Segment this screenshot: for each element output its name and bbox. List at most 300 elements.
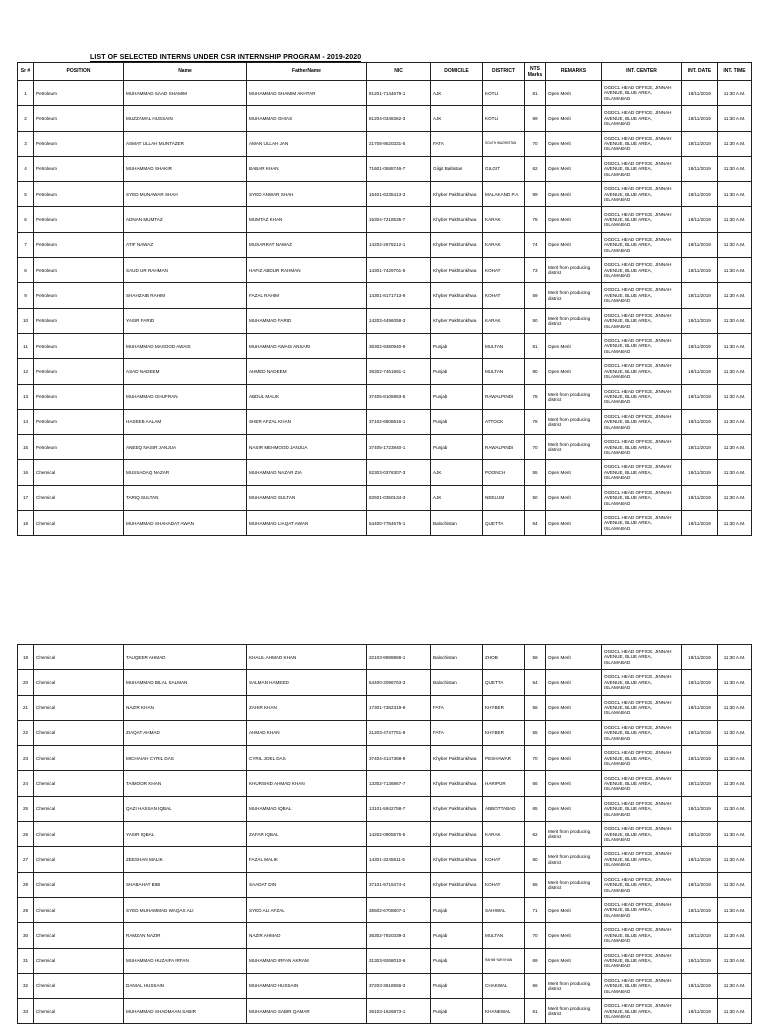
table-row — [18, 485, 752, 510]
district-cell: MULTAN — [483, 333, 525, 358]
int-time-cell: 11:30 A.M. — [718, 923, 752, 948]
int-center-cell: OGDCL HEAD OFFICE, JINNAH AVENUE, BLUE AREA, ISLAMABAD — [602, 283, 682, 308]
name-cell: MICHAIAH CYRIL DAS — [124, 746, 247, 771]
int-time-cell: 11:30 A.M. — [718, 796, 752, 821]
nts-marks-cell: 81 — [525, 333, 546, 358]
nic-cell: 36302-9380940-9 — [367, 333, 431, 358]
position-cell: Chemical — [34, 645, 124, 670]
int-time-cell: 11:30 A.M. — [718, 720, 752, 745]
remarks-cell: Merit from producing district — [546, 308, 602, 333]
int-time-cell: 11:30 A.M. — [718, 973, 752, 998]
int-date-cell: 18/11/2019 — [682, 232, 718, 257]
name-cell: ASAD NADEEM — [124, 359, 247, 384]
district-cell: PESHAWAR — [483, 746, 525, 771]
position-cell: Petroleum — [34, 81, 124, 106]
name-cell: ANEEQ NASIR JANJUA — [124, 435, 247, 460]
table-row — [18, 923, 752, 948]
table-row — [18, 106, 752, 131]
int-center-cell: OGDCL HEAD OFFICE, JINNAH AVENUE, BLUE AREA, ISLAMABAD — [602, 720, 682, 745]
district-cell: KOTLI — [483, 81, 525, 106]
nic-cell: 54400-7784675-1 — [367, 511, 431, 536]
nic-cell: 14203-4496058-3 — [367, 308, 431, 333]
nic-cell: 14301-3245811-5 — [367, 847, 431, 872]
nic-cell: 71601-0588746-7 — [367, 156, 431, 181]
int-time-cell: 11:30 A.M. — [718, 670, 752, 695]
district-cell: HARIPUR — [483, 771, 525, 796]
name-cell: TARIQ SULTAN — [124, 485, 247, 510]
nic-cell: 32103-8898888-1 — [367, 645, 431, 670]
father-name-cell: MUHAMMAD LIAQAT AWAN — [247, 511, 367, 536]
int-date-cell: 18/11/2019 — [682, 999, 718, 1024]
position-cell: Chemical — [34, 485, 124, 510]
int-date-cell: 18/11/2019 — [682, 720, 718, 745]
district-cell: CHAKWAL — [483, 973, 525, 998]
father-name-cell: MUHAMMAD IRFAN AKRAM — [247, 948, 367, 973]
sr-cell: 15 — [18, 435, 34, 460]
sr-cell: 8 — [18, 258, 34, 283]
int-time-cell: 11:30 A.M. — [718, 746, 752, 771]
int-date-cell: 18/11/2019 — [682, 645, 718, 670]
int-date-cell: 18/11/2019 — [682, 897, 718, 922]
name-cell: YASIR IQBAL — [124, 822, 247, 847]
father-name-cell: MUHAMMAD FARID — [247, 308, 367, 333]
table-row — [18, 435, 752, 460]
father-name-cell: NAZIR AHMAD — [247, 923, 367, 948]
father-name-cell: BABAR KHAN — [247, 156, 367, 181]
header-nts-marks: NTS Marks — [525, 63, 546, 81]
int-date-cell: 18/11/2019 — [682, 81, 718, 106]
nic-cell: 82501-0350134-3 — [367, 485, 431, 510]
father-name-cell: MUHAMMAD SHAMIM AKHTAR — [247, 81, 367, 106]
position-cell: Petroleum — [34, 435, 124, 460]
int-center-cell: OGDCL HEAD OFFICE, JINNAH AVENUE, BLUE AREA, ISLAMABAD — [602, 81, 682, 106]
sr-cell: 7 — [18, 232, 34, 257]
int-date-cell: 18/11/2019 — [682, 207, 718, 232]
int-center-cell: OGDCL HEAD OFFICE, JINNAH AVENUE, BLUE AREA, ISLAMABAD — [602, 973, 682, 998]
district-cell: RAWALPINDI — [483, 435, 525, 460]
district-cell: ZHOB — [483, 645, 525, 670]
table-row — [18, 822, 752, 847]
int-center-cell: OGDCL HEAD OFFICE, JINNAH AVENUE, BLUE AREA, ISLAMABAD — [602, 485, 682, 510]
sr-cell: 11 — [18, 333, 34, 358]
domicile-cell: FATA — [431, 131, 483, 156]
header-nic: NIC — [367, 63, 431, 81]
remarks-cell: Merit from producing district — [546, 872, 602, 897]
int-center-cell: OGDCL HEAD OFFICE, JINNAH AVENUE, BLUE AREA, ISLAMABAD — [602, 923, 682, 948]
name-cell: TAIMOOR KHAN — [124, 771, 247, 796]
name-cell: MUHAMMAD GHUFRAN — [124, 384, 247, 409]
nts-marks-cell: 62 — [525, 156, 546, 181]
district-cell: RAWALPINDI — [483, 384, 525, 409]
name-cell: SYED MUNAWAR SHAH — [124, 182, 247, 207]
sr-cell: 20 — [18, 670, 34, 695]
sr-cell: 4 — [18, 156, 34, 181]
table-row — [18, 511, 752, 536]
int-time-cell: 11:30 A.M. — [718, 207, 752, 232]
remarks-cell: Open Merit — [546, 511, 602, 536]
int-date-cell: 18/11/2019 — [682, 872, 718, 897]
remarks-cell: Merit from producing district — [546, 409, 602, 434]
name-cell: SHABAHAT BIBI — [124, 872, 247, 897]
int-center-cell: OGDCL HEAD OFFICE, JINNAH AVENUE, BLUE AREA, ISLAMABAD — [602, 695, 682, 720]
remarks-cell: Open Merit — [546, 106, 602, 131]
table-row — [18, 308, 752, 333]
domicile-cell: Punjab — [431, 999, 483, 1024]
domicile-cell: FATA — [431, 695, 483, 720]
table-row — [18, 720, 752, 745]
position-cell: Chemical — [34, 872, 124, 897]
district-cell: MULTAN — [483, 923, 525, 948]
nic-cell: 13101-5942758-7 — [367, 796, 431, 821]
sr-cell: 6 — [18, 207, 34, 232]
domicile-cell: Balochistan — [431, 511, 483, 536]
int-center-cell: OGDCL HEAD OFFICE, JINNAH AVENUE, BLUE AREA, ISLAMABAD — [602, 460, 682, 485]
header-int-center: INT. CENTER — [602, 63, 682, 81]
table-row — [18, 771, 752, 796]
sr-cell: 17 — [18, 485, 34, 510]
int-date-cell: 18/11/2019 — [682, 435, 718, 460]
father-name-cell: NASIR MEHMOOD JANJUA — [247, 435, 367, 460]
nic-cell: 37203-3618556-3 — [367, 973, 431, 998]
int-center-cell: OGDCL HEAD OFFICE, JINNAH AVENUE, BLUE AREA, ISLAMABAD — [602, 258, 682, 283]
father-name-cell: MUHAMMAD HUSSAIN — [247, 973, 367, 998]
table-row — [18, 359, 752, 384]
position-cell: Petroleum — [34, 409, 124, 434]
int-date-cell: 18/11/2019 — [682, 948, 718, 973]
header-district: DISTRICT — [483, 63, 525, 81]
name-cell: MUHAMMAD SHAHADAT AWAN — [124, 511, 247, 536]
int-date-cell: 18/11/2019 — [682, 409, 718, 434]
table-row — [18, 460, 752, 485]
father-name-cell: AHMED NADEEM — [247, 359, 367, 384]
domicile-cell: Khyber Pakhtunkhwa — [431, 771, 483, 796]
nts-marks-cell: 89 — [525, 182, 546, 207]
nts-marks-cell: 81 — [525, 81, 546, 106]
position-cell: Petroleum — [34, 283, 124, 308]
int-time-cell: 11:30 A.M. — [718, 409, 752, 434]
int-center-cell: OGDCL HEAD OFFICE, JINNAH AVENUE, BLUE AREA, ISLAMABAD — [602, 645, 682, 670]
int-date-cell: 18/11/2019 — [682, 460, 718, 485]
int-time-cell: 11:30 A.M. — [718, 333, 752, 358]
int-center-cell: OGDCL HEAD OFFICE, JINNAH AVENUE, BLUE AREA, ISLAMABAD — [602, 207, 682, 232]
sr-cell: 16 — [18, 460, 34, 485]
domicile-cell: Balochistan — [431, 670, 483, 695]
sr-cell: 3 — [18, 131, 34, 156]
sr-cell: 18 — [18, 511, 34, 536]
name-cell: DANIAL HUSSAIN — [124, 973, 247, 998]
district-cell: KHYBER — [483, 695, 525, 720]
nts-marks-cell: 70 — [525, 746, 546, 771]
nts-marks-cell: 65 — [525, 796, 546, 821]
nic-cell: 81204-0348362-3 — [367, 106, 431, 131]
father-name-cell: SALMAN HAMEED — [247, 670, 367, 695]
int-date-cell: 18/11/2019 — [682, 106, 718, 131]
table-body-part1 — [18, 81, 752, 536]
position-cell: Petroleum — [34, 131, 124, 156]
nic-cell: 21708-9520331-5 — [367, 131, 431, 156]
sr-cell: 33 — [18, 999, 34, 1024]
int-date-cell: 18/11/2019 — [682, 308, 718, 333]
position-cell: Chemical — [34, 923, 124, 948]
int-date-cell: 18/11/2019 — [682, 258, 718, 283]
name-cell: TAUQEER AHMAD — [124, 645, 247, 670]
nic-cell: 54400-2096763-3 — [367, 670, 431, 695]
remarks-cell: Open Merit — [546, 131, 602, 156]
header-name: Name — [124, 63, 247, 81]
name-cell: HASEEB AALAM — [124, 409, 247, 434]
table-row — [18, 670, 752, 695]
name-cell: RAMZAN NAZIR — [124, 923, 247, 948]
district-cell: KARAK — [483, 207, 525, 232]
father-name-cell: MUMTAZ KHAN — [247, 207, 367, 232]
domicile-cell: Khyber Pakhtunkhwa — [431, 847, 483, 872]
name-cell: MUHAMMAD SAAD SHAMIM — [124, 81, 247, 106]
remarks-cell: Open Merit — [546, 695, 602, 720]
table-row — [18, 182, 752, 207]
nic-cell: 14202-0905575-5 — [367, 822, 431, 847]
sr-cell: 13 — [18, 384, 34, 409]
table-row — [18, 999, 752, 1024]
nic-cell: 37101-9715474-4 — [367, 872, 431, 897]
nic-cell: 15304-7218535-7 — [367, 207, 431, 232]
nts-marks-cell: 64 — [525, 511, 546, 536]
table-row — [18, 232, 752, 257]
nic-cell: 14301-7429701-5 — [367, 258, 431, 283]
table-row — [18, 746, 752, 771]
name-cell: MUHAMMAD MASOOD AWAIS — [124, 333, 247, 358]
int-date-cell: 18/11/2019 — [682, 973, 718, 998]
sr-cell: 32 — [18, 973, 34, 998]
position-cell: Chemical — [34, 670, 124, 695]
name-cell: MUHAMMAD SHAKIR — [124, 156, 247, 181]
int-center-cell: OGDCL HEAD OFFICE, JINNAH AVENUE, BLUE AREA, ISLAMABAD — [602, 333, 682, 358]
father-name-cell: AHMAD KHAN — [247, 720, 367, 745]
remarks-cell: Open Merit — [546, 897, 602, 922]
nts-marks-cell: 50 — [525, 308, 546, 333]
int-date-cell: 18/11/2019 — [682, 283, 718, 308]
int-center-cell: OGDCL HEAD OFFICE, JINNAH AVENUE, BLUE AREA, ISLAMABAD — [602, 897, 682, 922]
sr-cell: 29 — [18, 897, 34, 922]
remarks-cell: Open Merit — [546, 182, 602, 207]
int-date-cell: 18/11/2019 — [682, 384, 718, 409]
int-center-cell: OGDCL HEAD OFFICE, JINNAH AVENUE, BLUE AREA, ISLAMABAD — [602, 359, 682, 384]
remarks-cell: Merit from producing district — [546, 384, 602, 409]
remarks-cell: Merit from producing district — [546, 258, 602, 283]
interns-table-part2 — [17, 644, 752, 1024]
domicile-cell: Gilgit Baltistan — [431, 156, 483, 181]
father-name-cell: MUHAMMAD GHIAS — [247, 106, 367, 131]
nts-marks-cell: 55 — [525, 720, 546, 745]
header-remarks: REMARKS — [546, 63, 602, 81]
name-cell: ATIF NAWAZ — [124, 232, 247, 257]
nts-marks-cell: 80 — [525, 359, 546, 384]
int-time-cell: 11:30 A.M. — [718, 771, 752, 796]
nic-cell: 31303-9268010-6 — [367, 948, 431, 973]
district-cell: KOHAT — [483, 847, 525, 872]
position-cell: Chemical — [34, 897, 124, 922]
sr-cell: 22 — [18, 720, 34, 745]
remarks-cell: Open Merit — [546, 923, 602, 948]
int-time-cell: 11:30 A.M. — [718, 435, 752, 460]
int-center-cell: OGDCL HEAD OFFICE, JINNAH AVENUE, BLUE AREA, ISLAMABAD — [602, 948, 682, 973]
nic-cell: 37405-8105983-5 — [367, 384, 431, 409]
int-center-cell: OGDCL HEAD OFFICE, JINNAH AVENUE, BLUE AREA, ISLAMABAD — [602, 999, 682, 1024]
int-center-cell: OGDCL HEAD OFFICE, JINNAH AVENUE, BLUE AREA, ISLAMABAD — [602, 409, 682, 434]
remarks-cell: Open Merit — [546, 645, 602, 670]
nts-marks-cell: 74 — [525, 232, 546, 257]
father-name-cell: MUHAMMAD AWAIS ANSARI — [247, 333, 367, 358]
father-name-cell: FAZAL RAHIM — [247, 283, 367, 308]
district-cell: KOHAT — [483, 872, 525, 897]
position-cell: Petroleum — [34, 232, 124, 257]
int-center-cell: OGDCL HEAD OFFICE, JINNAH AVENUE, BLUE AREA, ISLAMABAD — [602, 511, 682, 536]
father-name-cell: KHALIL AHMAD KHAN — [247, 645, 367, 670]
int-center-cell: OGDCL HEAD OFFICE, JINNAH AVENUE, BLUE AREA, ISLAMABAD — [602, 106, 682, 131]
name-cell: YASIR FARID — [124, 308, 247, 333]
nic-cell: 36502-6708807-1 — [367, 897, 431, 922]
position-cell: Chemical — [34, 948, 124, 973]
int-time-cell: 11:30 A.M. — [718, 308, 752, 333]
int-time-cell: 11:30 A.M. — [718, 384, 752, 409]
name-cell: SYED MUHAMMAD WAQAS ALI — [124, 897, 247, 922]
nts-marks-cell: 70 — [525, 435, 546, 460]
nic-cell: 36302-7461681-1 — [367, 359, 431, 384]
int-time-cell: 11:30 A.M. — [718, 460, 752, 485]
int-center-cell: OGDCL HEAD OFFICE, JINNAH AVENUE, BLUE AREA, ISLAMABAD — [602, 435, 682, 460]
district-cell: KOHAT — [483, 258, 525, 283]
table-row — [18, 258, 752, 283]
int-time-cell: 11:30 A.M. — [718, 156, 752, 181]
table-row — [18, 948, 752, 973]
position-cell: Petroleum — [34, 333, 124, 358]
father-name-cell: SAADAT DIN — [247, 872, 367, 897]
domicile-cell: Khyber Pakhtunkhwa — [431, 872, 483, 897]
nts-marks-cell: 69 — [525, 948, 546, 973]
nic-cell: 17301-7382319-9 — [367, 695, 431, 720]
name-cell: SHAHZAIB RAHIM — [124, 283, 247, 308]
int-date-cell: 18/11/2019 — [682, 695, 718, 720]
nic-cell: 37102-6808516-1 — [367, 409, 431, 434]
table-row — [18, 384, 752, 409]
district-cell: KOTLI — [483, 106, 525, 131]
header-sr: Sr # — [18, 63, 34, 81]
position-cell: Petroleum — [34, 384, 124, 409]
nts-marks-cell: 70 — [525, 923, 546, 948]
domicile-cell: Punjab — [431, 973, 483, 998]
district-cell: ATTOCK — [483, 409, 525, 434]
domicile-cell: AJK — [431, 106, 483, 131]
district-cell: RAHIM YAR KHAN — [483, 948, 525, 973]
domicile-cell: Khyber Pakhtunkhwa — [431, 232, 483, 257]
domicile-cell: Punjab — [431, 409, 483, 434]
nts-marks-cell: 50 — [525, 485, 546, 510]
domicile-cell: Khyber Pakhtunkhwa — [431, 258, 483, 283]
int-center-cell: OGDCL HEAD OFFICE, JINNAH AVENUE, BLUE AREA, ISLAMABAD — [602, 308, 682, 333]
remarks-cell: Open Merit — [546, 460, 602, 485]
position-cell: Chemical — [34, 973, 124, 998]
sr-cell: 24 — [18, 771, 34, 796]
int-date-cell: 18/11/2019 — [682, 511, 718, 536]
int-time-cell: 11:30 A.M. — [718, 511, 752, 536]
int-center-cell: OGDCL HEAD OFFICE, JINNAH AVENUE, BLUE AREA, ISLAMABAD — [602, 232, 682, 257]
nts-marks-cell: 62 — [525, 822, 546, 847]
int-time-cell: 11:30 A.M. — [718, 359, 752, 384]
father-name-cell: ABDUL MALIK — [247, 384, 367, 409]
domicile-cell: AJK — [431, 485, 483, 510]
int-time-cell: 11:30 A.M. — [718, 999, 752, 1024]
position-cell: Petroleum — [34, 156, 124, 181]
sr-cell: 2 — [18, 106, 34, 131]
district-cell: QUETTA — [483, 511, 525, 536]
sr-cell: 31 — [18, 948, 34, 973]
domicile-cell: Punjab — [431, 384, 483, 409]
name-cell: MUZZAMAL HUSSAIN — [124, 106, 247, 131]
table-row — [18, 283, 752, 308]
remarks-cell: Merit from producing district — [546, 973, 602, 998]
int-time-cell: 11:30 A.M. — [718, 695, 752, 720]
father-name-cell: HAFIZ ABDUR RAHMAN — [247, 258, 367, 283]
table-row — [18, 695, 752, 720]
table-row — [18, 81, 752, 106]
table-row — [18, 645, 752, 670]
table-row — [18, 156, 752, 181]
nts-marks-cell: 59 — [525, 645, 546, 670]
int-center-cell: OGDCL HEAD OFFICE, JINNAH AVENUE, BLUE AREA, ISLAMABAD — [602, 156, 682, 181]
nts-marks-cell: 70 — [525, 131, 546, 156]
int-time-cell: 11:30 A.M. — [718, 822, 752, 847]
nts-marks-cell: 76 — [525, 207, 546, 232]
district-cell: ABBOTTABAD — [483, 796, 525, 821]
position-cell: Chemical — [34, 771, 124, 796]
district-cell: KARAK — [483, 232, 525, 257]
int-date-cell: 18/11/2019 — [682, 822, 718, 847]
district-cell: KOHAT — [483, 283, 525, 308]
remarks-cell: Open Merit — [546, 746, 602, 771]
domicile-cell: Balochistan — [431, 645, 483, 670]
position-cell: Chemical — [34, 847, 124, 872]
domicile-cell: Khyber Pakhtunkhwa — [431, 308, 483, 333]
sr-cell: 30 — [18, 923, 34, 948]
district-cell: GILGIT — [483, 156, 525, 181]
int-center-cell: OGDCL HEAD OFFICE, JINNAH AVENUE, BLUE AREA, ISLAMABAD — [602, 670, 682, 695]
father-name-cell: SYED ALI AFZAL — [247, 897, 367, 922]
father-name-cell: CYRIL JOEL DAS — [247, 746, 367, 771]
domicile-cell: Punjab — [431, 923, 483, 948]
father-name-cell: ZAHIR KHAN — [247, 695, 367, 720]
nic-cell: 13302-7136867-7 — [367, 771, 431, 796]
nts-marks-cell: 54 — [525, 670, 546, 695]
position-cell: Petroleum — [34, 182, 124, 207]
nic-cell: 14301-8171713-9 — [367, 283, 431, 308]
int-time-cell: 11:30 A.M. — [718, 283, 752, 308]
nic-cell: 21203-4747751-9 — [367, 720, 431, 745]
nic-cell: 15401-6235413-3 — [367, 182, 431, 207]
remarks-cell: Open Merit — [546, 796, 602, 821]
district-cell: KHANEWAL — [483, 999, 525, 1024]
nts-marks-cell: 55 — [525, 460, 546, 485]
sr-cell: 21 — [18, 695, 34, 720]
remarks-cell: Open Merit — [546, 207, 602, 232]
sr-cell: 10 — [18, 308, 34, 333]
sr-cell: 12 — [18, 359, 34, 384]
table-row — [18, 333, 752, 358]
int-time-cell: 11:30 A.M. — [718, 81, 752, 106]
father-name-cell: SHER AFZAL KHAN — [247, 409, 367, 434]
name-cell: SAUD UR RAHMAN — [124, 258, 247, 283]
remarks-cell: Open Merit — [546, 670, 602, 695]
nic-cell: 37405-1723840-1 — [367, 435, 431, 460]
int-time-cell: 11:30 A.M. — [718, 847, 752, 872]
